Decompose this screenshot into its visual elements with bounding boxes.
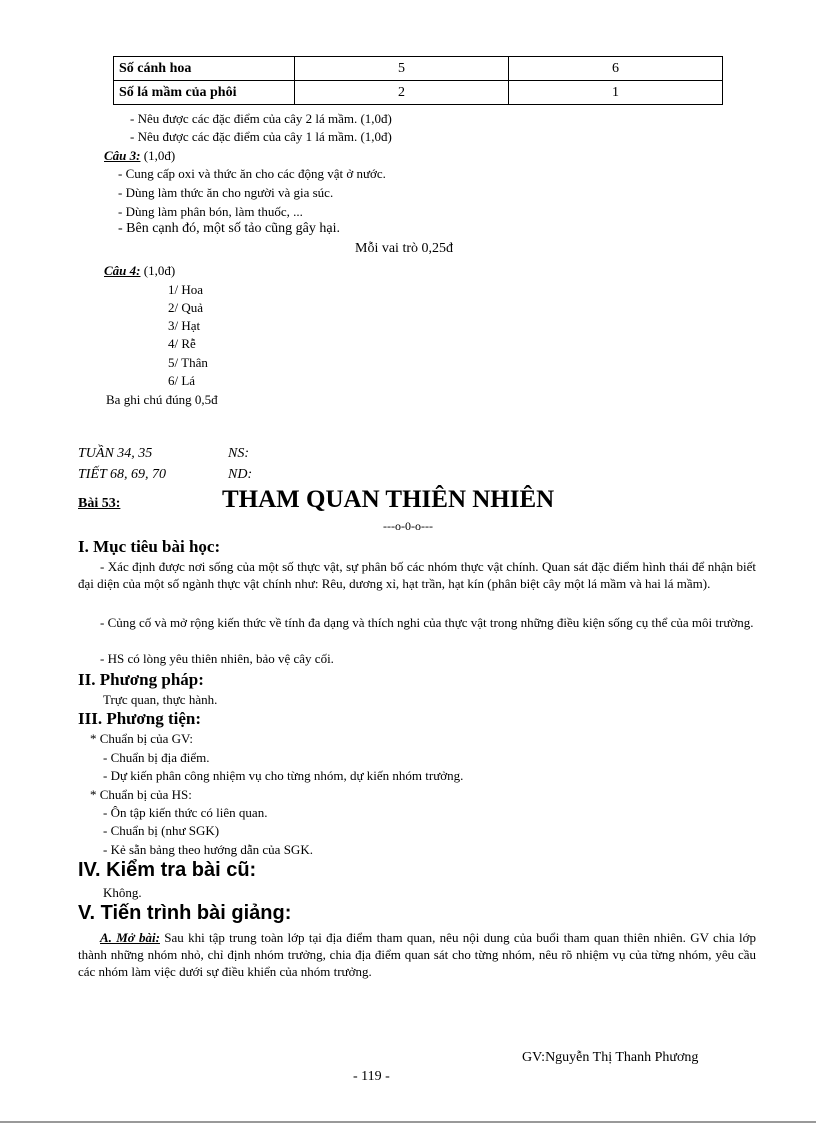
section-heading: I. Mục tiêu bài học:	[78, 537, 221, 556]
answer-line: - Dùng làm phân bón, làm thuốc, ...	[118, 204, 303, 219]
comparison-table	[113, 56, 723, 105]
question-label: Câu 4:	[104, 263, 141, 278]
list-item: 5/ Thân	[168, 355, 208, 370]
list-item: - Chuẩn bị địa điểm.	[103, 750, 210, 765]
question-3-heading	[104, 148, 175, 164]
answer-line: - Cung cấp oxi và thức ăn cho các động vật ở nước.	[118, 166, 386, 181]
paragraph: - Xác định được nơi sống của một số thực vật, sự phân bố các nhóm thực vật chính. Quan sát đặc điểm hình thái để nhận biết đại diện của một số ngành thực vật chính như: Rêu, dương xỉ, hạt trần, hạt kín (phân biệt cây một lá mầm và hai lá mầm).	[78, 559, 756, 591]
table-cell: 1	[509, 81, 723, 105]
sub-heading: * Chuẩn bị của HS:	[90, 787, 192, 802]
table-cell: Số lá mầm của phôi	[114, 81, 295, 105]
table-cell: 6	[509, 57, 723, 81]
list-item: - Kẻ sẵn bảng theo hướng dẫn của SGK.	[103, 842, 313, 857]
table-row	[114, 81, 723, 105]
paragraph: Không.	[103, 885, 142, 900]
page-title: THAM QUAN THIÊN NHIÊN	[222, 486, 555, 513]
page-number: - 119 -	[353, 1069, 390, 1084]
answer-line: - Nêu được các đặc điểm của cây 2 lá mầm. (1,0đ)	[130, 111, 392, 126]
paragraph	[78, 929, 756, 980]
list-item: 2/ Quả	[168, 300, 204, 315]
sub-heading: * Chuẩn bị của GV:	[90, 731, 194, 746]
paragraph: Trực quan, thực hành.	[103, 692, 218, 707]
score-note: Ba ghi chú đúng 0,5đ	[106, 392, 218, 407]
list-item: 3/ Hạt	[168, 318, 201, 333]
section-heading: V. Tiến trình bài giảng:	[78, 902, 292, 924]
list-item: 6/ Lá	[168, 373, 196, 388]
answer-line: - Nêu được các đặc điểm của cây 1 lá mầm. (1,0đ)	[130, 129, 392, 144]
list-item: - Dự kiến phân công nhiệm vụ cho từng nhóm, dự kiến nhóm trưởng.	[103, 768, 464, 783]
table-cell: 2	[295, 81, 509, 105]
period-label: TIẾT 68, 69, 70	[78, 467, 167, 482]
paragraph: - HS có lòng yêu thiên nhiên, bảo vệ cây cối.	[100, 651, 334, 666]
table-cell: 5	[295, 57, 509, 81]
list-item: - Ôn tập kiến thức có liên quan.	[103, 805, 268, 820]
section-heading: III. Phương tiện:	[78, 709, 202, 728]
week-label: TUẦN 34, 35	[78, 446, 153, 461]
question-label: Câu 3:	[104, 148, 141, 163]
list-item: 4/ Rễ	[168, 336, 196, 351]
paragraph: - Củng cố và mở rộng kiến thức về tính đa dạng và thích nghi của thực vật trong những điều kiện sống cụ thể của môi trường.	[100, 615, 754, 630]
divider: ---o-0-o---	[383, 519, 433, 533]
paragraph-label: A. Mở bài:	[100, 930, 160, 945]
nd-label: ND:	[228, 467, 253, 482]
ns-label: NS:	[228, 446, 249, 461]
question-points: (1,0đ)	[143, 148, 176, 163]
teacher-signature: GV:Nguyễn Thị Thanh Phương	[522, 1050, 699, 1065]
answer-line: - Bên cạnh đó, một số tảo cũng gây hại.	[118, 221, 341, 236]
lesson-number: Bài 53:	[78, 496, 121, 511]
list-item: 1/ Hoa	[168, 282, 204, 297]
question-points: (1,0đ)	[143, 263, 176, 278]
table-cell: Số cánh hoa	[114, 57, 295, 81]
answer-line: - Dùng làm thức ăn cho người và gia súc.	[118, 185, 334, 200]
list-item: - Chuẩn bị (như SGK)	[103, 823, 220, 838]
paragraph-text: Sau khi tập trung toàn lớp tại địa điểm tham quan, nêu nội dung của buổi tham quan thiên nhiên. GV chia lớp thành những nhóm nhỏ, chỉ định nhóm trưởng, chia địa điểm quan sát cho từng nhóm, nêu rõ nhiệm vụ của từng nhóm, yêu cầu các nhóm làm việc dưới sự điều khiển của nhóm trưởng.	[78, 930, 756, 979]
question-4-heading	[104, 263, 175, 279]
section-heading: II. Phương pháp:	[78, 670, 204, 689]
section-heading: IV. Kiểm tra bài cũ:	[78, 859, 257, 881]
score-note: Mỗi vai trò 0,25đ	[355, 241, 453, 256]
table-row	[114, 57, 723, 81]
